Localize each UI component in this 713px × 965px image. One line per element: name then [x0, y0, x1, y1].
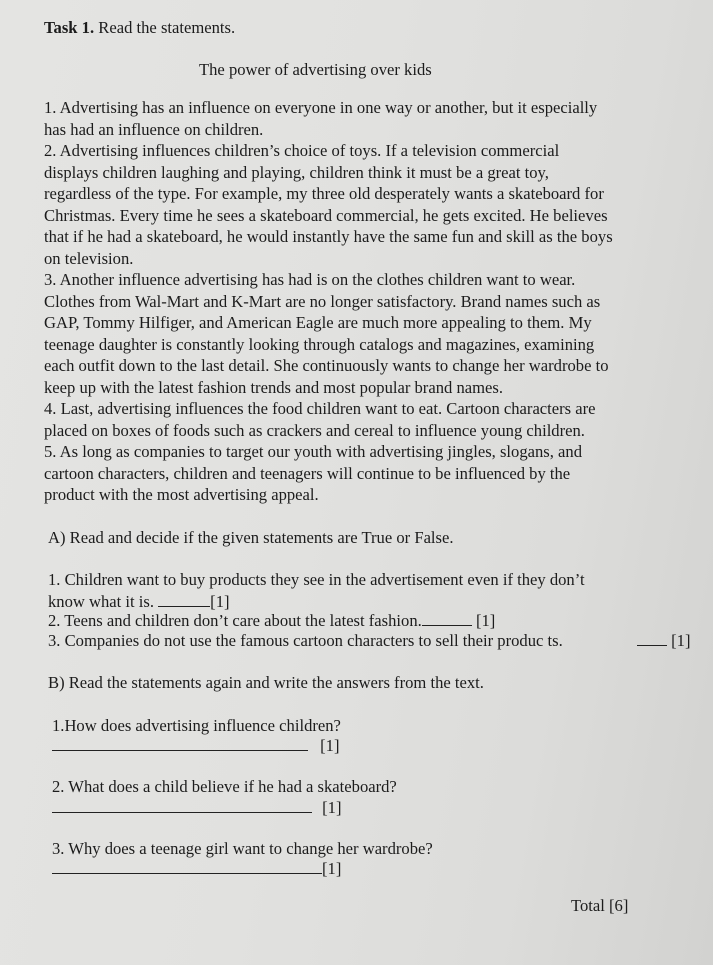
section-a-question-1-line-1: 1. Children want to buy products they see in the advertisement even if they don’t [48, 570, 585, 589]
section-b-answer-2 [52, 797, 342, 819]
task-header [44, 17, 235, 39]
task-label: Task 1. [44, 18, 95, 37]
text-line: regardless of the type. For example, my three old desperately wants a skateboard for [44, 184, 604, 204]
text-line: placed on boxes of foods such as crackers and cereal to influence young children. [44, 420, 585, 440]
text-line: has had an influence on children. [44, 119, 264, 139]
text-line: 5. As long as companies to target our youth with advertising jingles, slogans, and [44, 442, 582, 461]
text-line: Clothes from Wal-Mart and K-Mart are no longer satisfactory. Brand names such as [44, 291, 601, 311]
total-label: Total [571, 896, 605, 915]
answer-blank[interactable] [637, 631, 667, 646]
answer-blank[interactable] [52, 736, 308, 751]
answer-blank[interactable] [52, 859, 322, 874]
text-line: each outfit down to the last detail. She continuously wants to change her wardrobe to [44, 356, 609, 376]
text-line: GAP, Tommy Hilfiger, and American Eagle are much more appealing to them. My [44, 313, 592, 333]
section-b-answer-1 [52, 735, 340, 757]
section-a-question-3-answer [637, 630, 691, 652]
mark: [1] [671, 631, 691, 650]
section-b-question-3: 3. Why does a teenage girl want to change her wardrobe? [52, 839, 433, 858]
text-line: that if he had a skateboard, he would instantly have the same fun and skill as the boys [44, 227, 613, 247]
paragraph-3 [44, 269, 704, 399]
section-a-question-2: 2. Teens and children don’t care about the latest fashion. [1] [48, 611, 496, 630]
mark: [1] [320, 736, 340, 755]
section-b-question-1: 1.How does advertising influence children? [52, 716, 341, 735]
mark: [1] [322, 859, 342, 878]
mark: [1] [210, 592, 230, 611]
text-line: product with the most advertising appeal. [44, 485, 319, 505]
answer-blank[interactable] [158, 592, 210, 607]
section-a-question-1-line-2: know what it is. [1] [48, 592, 230, 611]
paragraph-5 [44, 441, 704, 506]
document-title: The power of advertising over kids [199, 60, 432, 79]
section-a-heading: A) Read and decide if the given statements are True or False. [48, 528, 454, 547]
section-b-question-2: 2. What does a child believe if he had a skateboard? [52, 777, 397, 796]
section-b-heading: B) Read the statements again and write the answers from the text. [48, 673, 484, 692]
text-line: displays children laughing and playing, children think it must be a great toy, [44, 162, 549, 182]
paragraph-4 [44, 398, 704, 441]
total-value: [6] [609, 896, 629, 915]
text-line: 2. Advertising influences children’s choice of toys. If a television commercial [44, 141, 560, 160]
text-line: 1. Advertising has an influence on everyone in one way or another, but it especially [44, 98, 598, 117]
section-b-answer-3 [52, 858, 341, 880]
text-line: teenage daughter is constantly looking through catalogs and magazines, examining [44, 334, 595, 354]
paragraph-2 [44, 140, 704, 270]
text-line: keep up with the latest fashion trends and most popular brand names. [44, 377, 503, 397]
total-score [571, 895, 628, 917]
mark: [1] [475, 611, 496, 630]
mark: [1] [322, 798, 342, 817]
answer-blank[interactable] [422, 611, 472, 626]
text-line: on television. [44, 248, 134, 268]
text-line: Christmas. Every time he sees a skateboard commercial, he gets excited. He believes [44, 205, 608, 225]
text-line: cartoon characters, children and teenagers will continue to be influenced by the [44, 463, 571, 483]
text-line: 3. Another influence advertising has had is on the clothes children want to wear. [44, 270, 576, 289]
section-a-question-3: 3. Companies do not use the famous cartoon characters to sell their produc ts. [48, 631, 563, 650]
paragraph-1 [44, 97, 704, 140]
task-instruction: Read the statements. [98, 18, 236, 37]
text-line: 4. Last, advertising influences the food children want to eat. Cartoon characters are [44, 399, 596, 418]
answer-blank[interactable] [52, 798, 312, 813]
